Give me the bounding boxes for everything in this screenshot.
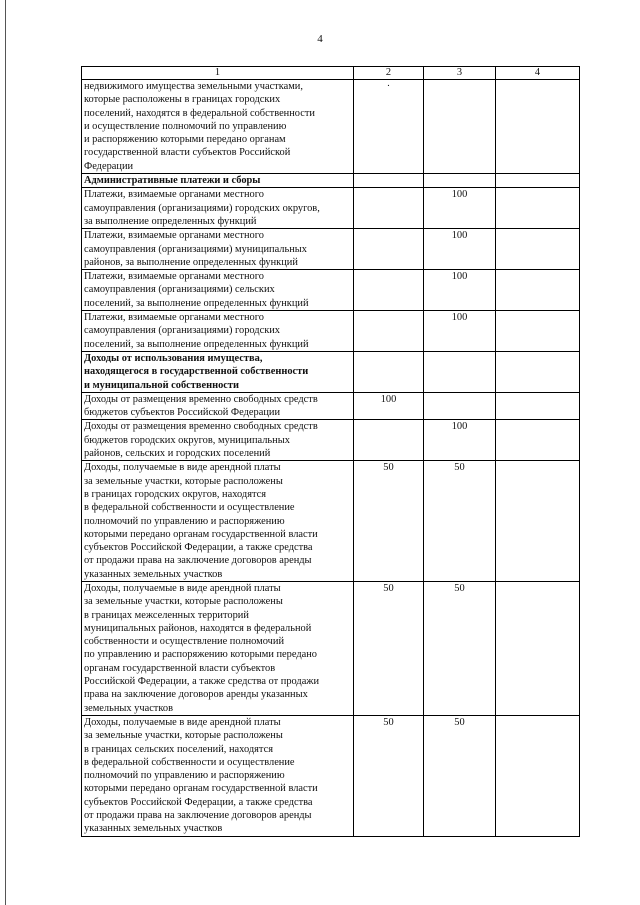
value-col-2 xyxy=(354,174,424,188)
value-col-4 xyxy=(496,392,580,420)
table-row xyxy=(82,229,580,270)
value-col-2 xyxy=(354,420,424,461)
value-col-3: 100 xyxy=(424,420,496,461)
row-description: Платежи, взимаемые органами местного самоуправления (организациями) муниципальных районов, за выполнение определенных функций xyxy=(82,229,354,270)
table-row xyxy=(82,80,580,174)
table-row xyxy=(82,461,580,582)
page-number: 4 xyxy=(317,33,323,45)
value-col-3 xyxy=(424,351,496,392)
table-row xyxy=(82,188,580,229)
table-row xyxy=(82,715,580,836)
value-col-2: 50 xyxy=(354,461,424,582)
row-description: Платежи, взимаемые органами местного самоуправления (организациями) городских округов, за выполнение определенных функций xyxy=(82,188,354,229)
value-col-3: 100 xyxy=(424,311,496,352)
value-col-3: 100 xyxy=(424,229,496,270)
value-col-4 xyxy=(496,715,580,836)
value-col-3: 50 xyxy=(424,581,496,715)
value-col-4 xyxy=(496,351,580,392)
value-col-3: 100 xyxy=(424,188,496,229)
value-col-4 xyxy=(496,229,580,270)
value-col-4 xyxy=(496,461,580,582)
value-col-4 xyxy=(496,188,580,229)
column-header-1: 1 xyxy=(82,67,354,80)
column-header-3: 3 xyxy=(424,67,496,80)
row-description: недвижимого имущества земельными участками, которые расположены в границах городских поселений, находятся в федеральной собственности и осуществление полномочий по управлению и распоряжению которыми передано органам государственной власти субъектов Российской Федерации xyxy=(82,80,354,174)
value-col-4 xyxy=(496,581,580,715)
row-description: Платежи, взимаемые органами местного самоуправления (организациями) городских поселений, за выполнение определенных функций xyxy=(82,311,354,352)
table-row xyxy=(82,420,580,461)
value-col-2 xyxy=(354,311,424,352)
value-col-3: 50 xyxy=(424,715,496,836)
row-description: Доходы от размещения временно свободных средств бюджетов субъектов Российской Федерации xyxy=(82,392,354,420)
row-description: Административные платежи и сборы xyxy=(82,174,354,188)
value-col-4 xyxy=(496,80,580,174)
row-description: Платежи, взимаемые органами местного самоуправления (организациями) сельских поселений, за выполнение определенных функций xyxy=(82,270,354,311)
value-col-2: · xyxy=(354,80,424,174)
value-col-4 xyxy=(496,311,580,352)
value-col-4 xyxy=(496,270,580,311)
value-col-4 xyxy=(496,420,580,461)
row-description: Доходы, получаемые в виде арендной платы за земельные участки, которые расположены в границах городских округов, находятся в федеральной собственности и осуществление полномочий по управлению и распоряжению которыми передано органам государственной власти субъектов Российской Федерации, а также средства от продажи права на заключение договоров аренды указанных земельных участков xyxy=(82,461,354,582)
table-row xyxy=(82,581,580,715)
column-header-2: 2 xyxy=(354,67,424,80)
column-header-4: 4 xyxy=(496,67,580,80)
value-col-2 xyxy=(354,351,424,392)
value-col-2: 100 xyxy=(354,392,424,420)
value-col-3 xyxy=(424,392,496,420)
row-description: Доходы от использования имущества, находящегося в государственной собственности и муниципальной собственности xyxy=(82,351,354,392)
value-col-3: 50 xyxy=(424,461,496,582)
value-col-3 xyxy=(424,80,496,174)
table-body xyxy=(82,80,580,837)
section-header-row xyxy=(82,351,580,392)
table-row xyxy=(82,270,580,311)
value-col-2: 50 xyxy=(354,581,424,715)
section-header-row xyxy=(82,174,580,188)
row-description: Доходы, получаемые в виде арендной платы за земельные участки, которые расположены в границах межселенных территорий муниципальных районов, находятся в федеральной собственности и осуществление полномочий по управлению и распоряжению которыми передано органам государственной власти субъектов Российской Федерации, а также средства от продажи права на заключение договоров аренды указанных земельных участков xyxy=(82,581,354,715)
value-col-4 xyxy=(496,174,580,188)
value-col-2 xyxy=(354,229,424,270)
table-header-row xyxy=(82,67,580,80)
value-col-2: 50 xyxy=(354,715,424,836)
value-col-3 xyxy=(424,174,496,188)
value-col-3: 100 xyxy=(424,270,496,311)
table-row xyxy=(82,392,580,420)
table-row xyxy=(82,311,580,352)
row-description: Доходы от размещения временно свободных средств бюджетов городских округов, муниципальных районов, сельских и городских поселений xyxy=(82,420,354,461)
page-edge xyxy=(5,0,6,905)
value-col-2 xyxy=(354,270,424,311)
row-description: Доходы, получаемые в виде арендной платы за земельные участки, которые расположены в границах сельских поселений, находятся в федеральной собственности и осуществление полномочий по управлению и распоряжению которыми передано органам государственной власти субъектов Российской Федерации, а также средства от продажи права на заключение договоров аренды указанных земельных участков xyxy=(82,715,354,836)
value-col-2 xyxy=(354,188,424,229)
revenue-distribution-table xyxy=(81,66,580,837)
